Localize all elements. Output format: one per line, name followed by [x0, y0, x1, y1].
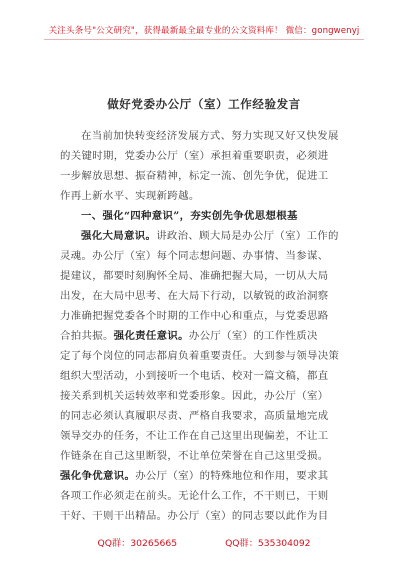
- footer-qq-group-2: QQ群：535304092: [225, 538, 311, 549]
- body-line: 强化争优意识。办公厅（室）的特殊地位和作用，要求其: [60, 470, 329, 482]
- body-line: 在当前加快转变经济发展方式、努力实现又好又快发展: [81, 130, 339, 142]
- body-line: 领导交办的任务，不让工作在自己这里出现偏差，不让工: [60, 430, 329, 442]
- bold-lead: 强化大局意识。: [81, 230, 157, 242]
- bold-lead: 强化责任意识。: [113, 330, 189, 342]
- body-line: 干好、干则干出精品。办公厅（室）的同志要以此作为目: [60, 510, 329, 522]
- body-line: 各项工作必须走在前头。无论什么工作，不干则已，干则: [60, 490, 329, 502]
- footer-qq-group-1: QQ群：30265665: [97, 538, 178, 549]
- body-line: 定了每个岗位的同志都肩负着重要责任。大到参与领导决策: [60, 350, 340, 362]
- body-line: 作再上新水平、实现新跨越。: [60, 190, 200, 202]
- body-line: 的同志必须认真履职尽责、严格自我要求，高质量地完成: [60, 410, 329, 422]
- body-line: 合拍共振。强化责任意识。办公厅（室）的工作性质决: [60, 330, 318, 342]
- body-line: 接关系到机关运转效率和党委形象。因此，办公厅（室）: [60, 390, 329, 402]
- document-title: 做好党委办公厅（室）工作经验发言: [107, 97, 301, 111]
- footer-qq-groups: [0, 535, 408, 549]
- body-line: 强化大局意识。讲政治、顾大局是办公厅（室）工作的: [81, 230, 339, 242]
- body-line: 出发，在大局中思考、在大局下行动，以敏锐的政治洞察: [60, 290, 329, 302]
- body-line: 作链条在自己这里断裂，不让单位荣誉在自己这里受损。: [60, 450, 329, 462]
- bold-lead: 强化争优意识。: [60, 470, 136, 482]
- body-line: 的关键时期，党委办公厅（室）承担着重要职责，必须进: [60, 150, 329, 162]
- body-line: 灵魂。办公厅（室）每个同志想问题、办事情、当参谋、: [60, 250, 329, 262]
- document-body: [60, 126, 350, 526]
- header-promo-note: 关注头条号"公文研究"，获得最新最全最专业的公文资料库！ 微信：gongwenyj: [48, 26, 360, 36]
- body-line: 力准确把握党委各个时期的工作中心和重点，与党委思路: [60, 310, 329, 322]
- body-line: 组织大型活动，小到接听一个电话、校对一篇文稿，都直: [60, 370, 329, 382]
- header-divider: [44, 39, 364, 40]
- section-heading: 一、强化“四种意识”，夯实创先争优思想根基: [81, 210, 298, 222]
- body-line: 一步解放思想、振奋精神，标定一流、创先争优，促进工: [60, 170, 329, 182]
- body-line: 提建议，都要时刻胸怀全局、准确把握大局，一切从大局: [60, 270, 329, 282]
